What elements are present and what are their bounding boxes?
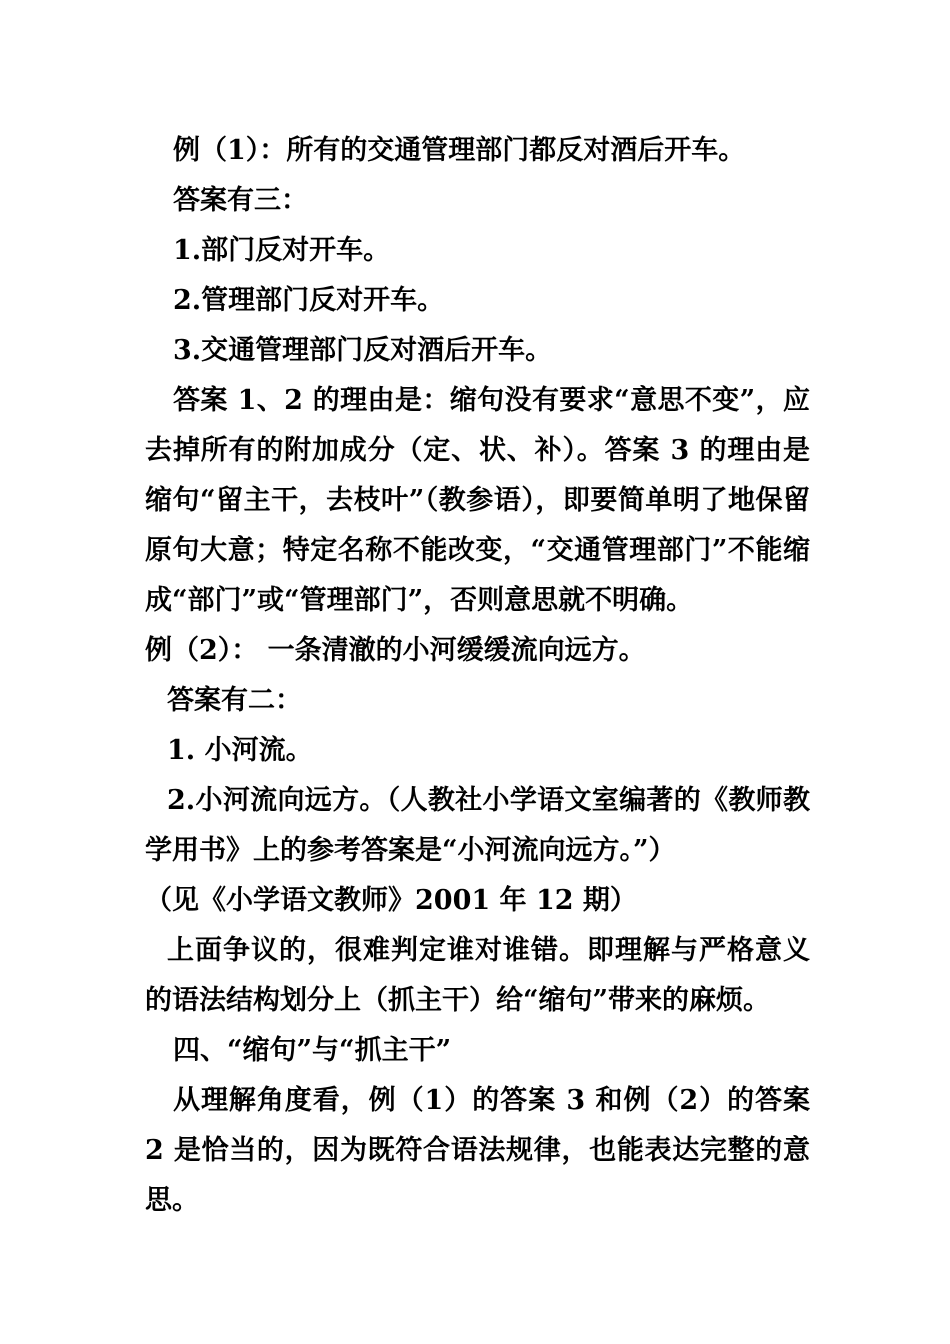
example-2-answer-heading: 答案有二： [167,685,302,716]
example-1-answer-item: 2.管理部门反对开车。 [173,285,445,316]
body-paragraph: 从理解角度看，例（1）的答案 3 和例（2）的答案 2 是恰当的，因为既符合语法规律，也能表达完整的意思。 [145,1085,810,1216]
example-1-title: 例（1）：所有的交通管理部门都反对酒后开车。 [173,135,746,166]
example-1-answer-heading: 答案有三： [173,185,308,216]
section-heading: 四、“缩句”与“抓主干” [173,1035,452,1066]
example-2-title: 例（2）： 一条清澈的小河缓缓流向远方。 [145,635,646,666]
example-2-source: （见《小学语文教师》2001 年 12 期） [145,885,637,916]
example-2-answer-item: 2.小河流向远方。（人教社小学语文室编著的《教师教学用书》上的参考答案是“小河流向远方。”） [145,785,810,866]
example-1-answer-item: 3.交通管理部门反对酒后开车。 [173,335,553,366]
example-1-answer-item: 1.部门反对开车。 [173,235,391,266]
example-2-answer-item: 1. 小河流。 [167,735,313,766]
document-page [145,126,810,1226]
dispute-paragraph: 上面争议的，很难判定谁对谁错。即理解与严格意义的语法结构划分上（抓主干）给“缩句”带来的麻烦。 [145,935,810,1016]
example-1-reason: 答案 1、2 的理由是：缩句没有要求“意思不变”，应去掉所有的附加成分（定、状、补）。答案 3 的理由是缩句“留主干，去枝叶”（教参语），即要简单明了地保留原句大意；特定名称不能改变，“交通管理部门”不能缩成“部门”或“管理部门”，否则意思就不明确。 [145,385,810,616]
